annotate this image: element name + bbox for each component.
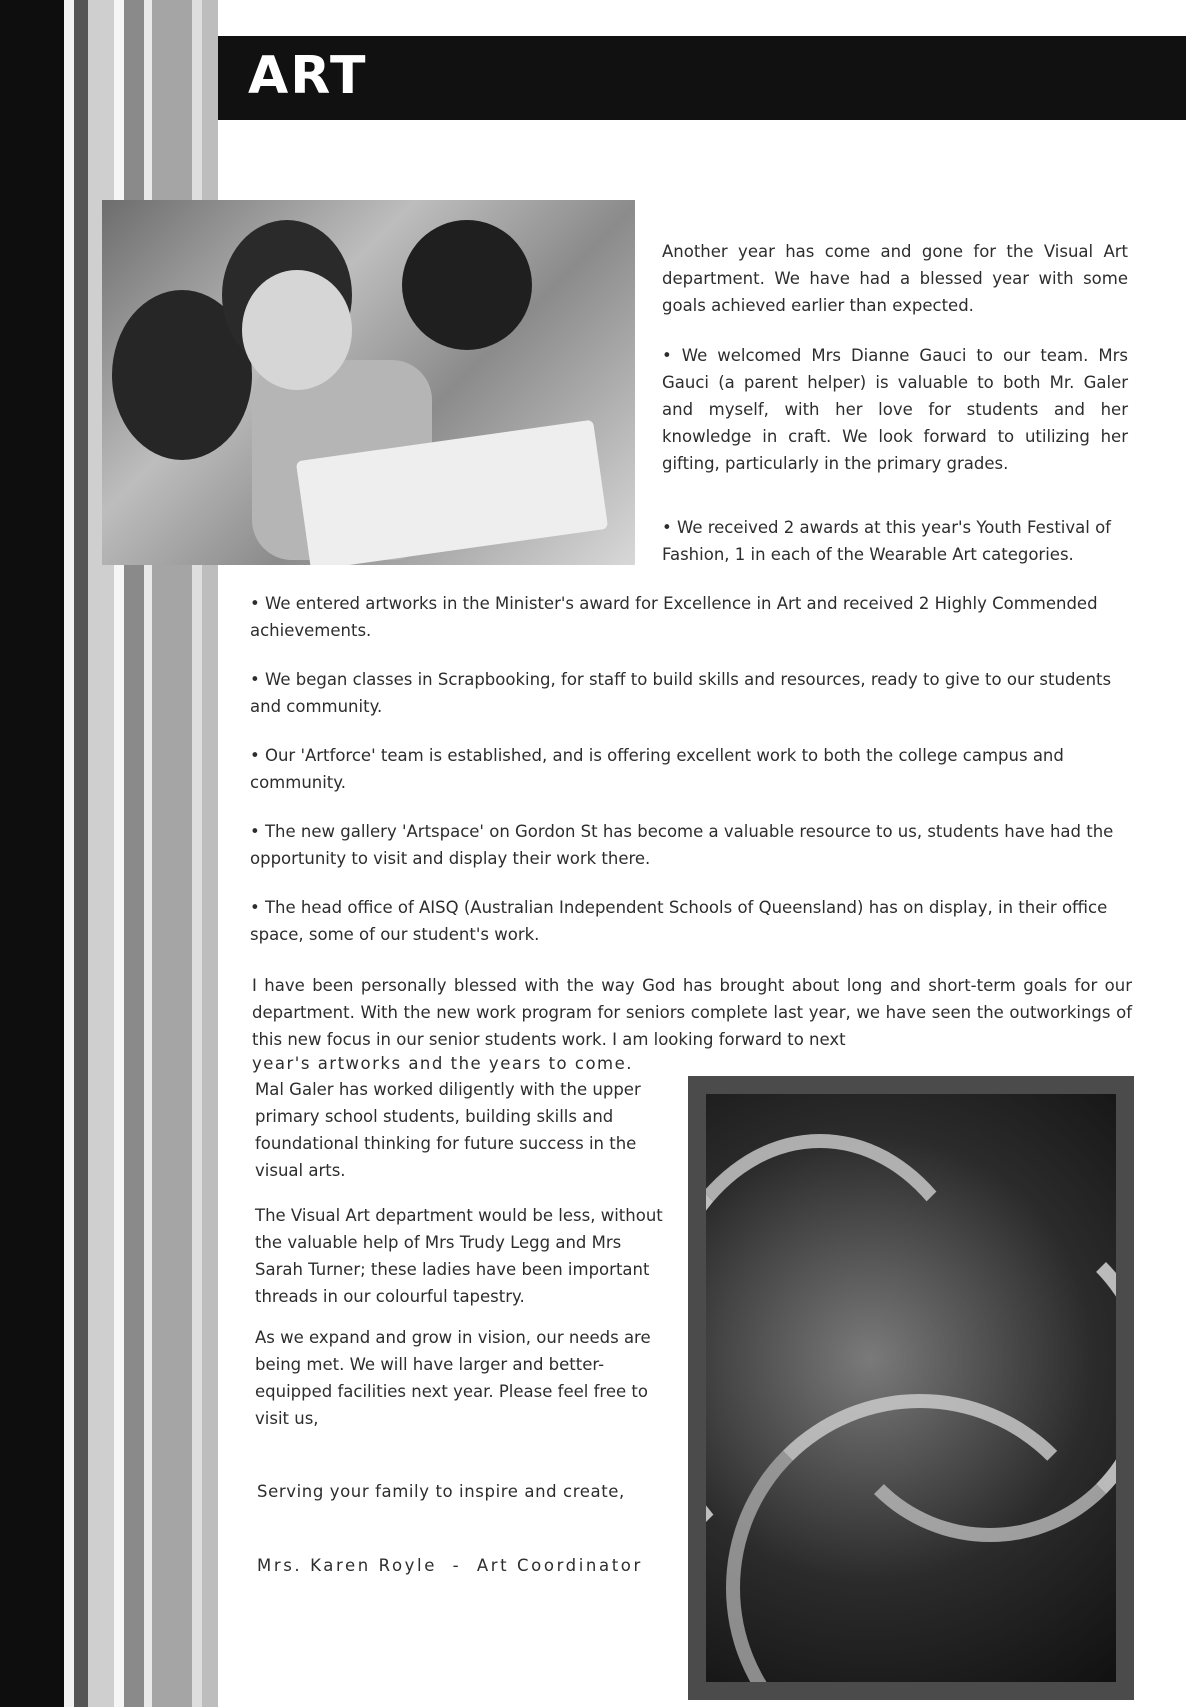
bullet-aisq: • The head office of AISQ (Australian Independent Schools of Queensland) has on display, in their office space, some of our student's work.	[250, 898, 1108, 944]
bullet-minister-award: • We entered artworks in the Minister's award for Excellence in Art and received 2 Highly Commended achievements.	[250, 594, 1098, 640]
left-stripe	[64, 0, 74, 1707]
left-stripe-black	[0, 0, 64, 1707]
page-title: ART	[248, 46, 368, 106]
bullet-artspace: • The new gallery 'Artspace' on Gordon St has become a valuable resource to us, students have had the opportunity to visit and display their work there.	[250, 822, 1114, 868]
sign-off-line: Serving your family to inspire and create,	[257, 1482, 625, 1501]
paragraph-helpers: The Visual Art department would be less, without the valuable help of Mrs Trudy Legg and Mrs Sarah Turner; these ladies have been important threads in our colourful tapestry.	[255, 1206, 663, 1306]
bullet-scrapbooking: • We began classes in Scrapbooking, for staff to build skills and resources, ready to give to our students and community.	[250, 670, 1112, 716]
framed-artwork	[688, 1076, 1134, 1700]
bullet-awards: • We received 2 awards at this year's Youth Festival of Fashion, 1 in each of the Wearable Art categories.	[662, 518, 1111, 564]
bullet-welcome: • We welcomed Mrs Dianne Gauci to our team. Mrs Gauci (a parent helper) is valuable to both Mr. Galer and myself, with her love for students and her knowledge in craft. We look forward to utilizing her gifting, particularly in the primary grades.	[662, 346, 1128, 473]
bullet-artforce: • Our 'Artforce' team is established, and is offering excellent work to both the college campus and community.	[250, 746, 1064, 792]
classroom-photo	[102, 200, 635, 565]
closing-continuation: year's artworks and the years to come.	[252, 1054, 634, 1073]
closing-paragraph: I have been personally blessed with the way God has brought about long and short-term goals for our department. With the new work program for seniors complete last year, we have seen the outworkings of this new focus in our senior students work. I am looking forward to next	[252, 976, 1132, 1049]
intro-paragraph: Another year has come and gone for the Visual Art department. We have had a blessed year with some goals achieved earlier than expected.	[662, 242, 1128, 315]
left-stripe	[74, 0, 88, 1707]
paragraph-mal-galer: Mal Galer has worked diligently with the upper primary school students, building skills and foundational thinking for future success in the visual arts.	[255, 1080, 641, 1180]
paragraph-expansion: As we expand and grow in vision, our needs are being met. We will have larger and better-equipped facilities next year. Please feel free to visit us,	[255, 1328, 651, 1428]
signature: Mrs. Karen Royle - Art Coordinator	[257, 1556, 643, 1575]
